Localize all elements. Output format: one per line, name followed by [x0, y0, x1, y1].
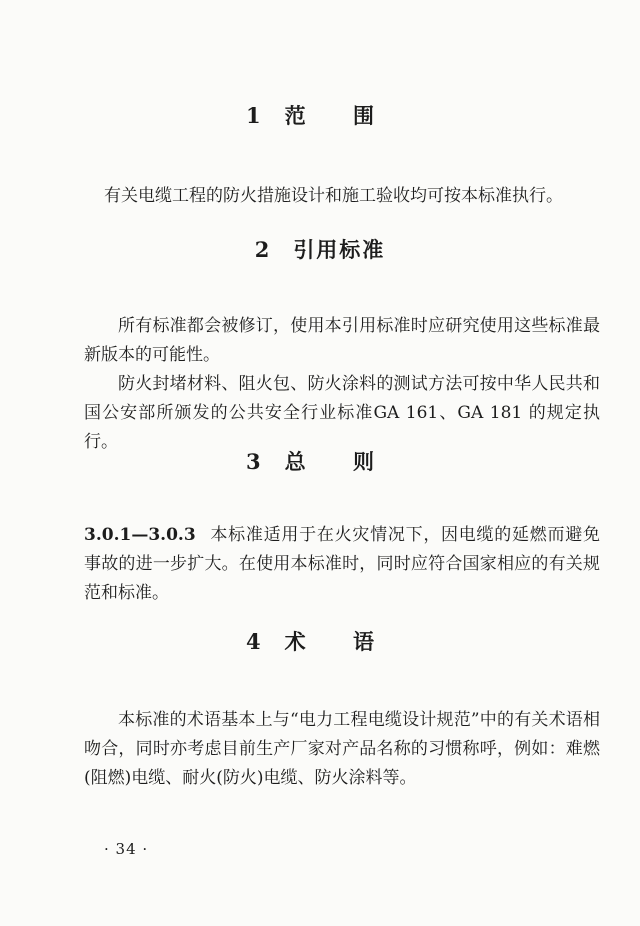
section-number: 4 — [246, 629, 263, 654]
section-2-paragraph-1: 所有标准都会被修订，使用本引用标准时应研究使用这些标准最新版本的可能性。 — [84, 316, 600, 365]
section-title: 范 围 — [284, 103, 394, 128]
clause-text: 本标准适用于在火灾情况下，因电缆的延燃而避免事故的进一步扩大。在使用本标准时，同时应符合国家相应的有关规范和标准。 — [84, 525, 600, 603]
section-1-heading — [0, 102, 640, 130]
clause-number: 3.0.1—3.0.3 — [84, 525, 196, 545]
section-2-paragraph-2: 防火封堵材料、阻火包、防火涂料的测试方法可按中华人民共和国公安部所颁发的公共安全行业标准GA 161、GA 181 的规定执行。 — [84, 374, 600, 452]
section-4-heading — [0, 628, 640, 656]
section-number: 1 — [246, 103, 263, 128]
section-2-heading — [0, 236, 640, 264]
section-title: 总 则 — [284, 449, 394, 474]
section-title: 术 语 — [284, 629, 394, 654]
section-3-heading — [0, 448, 640, 476]
section-4-paragraph: 本标准的术语基本上与“电力工程电缆设计规范”中的有关术语相吻合，同时亦考虑目前生产厂家对产品名称的习惯称呼，例如：难燃(阻燃)电缆、耐火(防火)电缆、防火涂料等。 — [84, 710, 600, 788]
page-number: · 34 · — [104, 840, 149, 858]
section-1-paragraph: 有关电缆工程的防火措施设计和施工验收均可按本标准执行。 — [104, 186, 563, 206]
section-number: 3 — [246, 449, 263, 474]
section-title: 引用标准 — [293, 237, 386, 262]
section-number: 2 — [254, 237, 272, 262]
section-3-paragraph — [84, 521, 600, 608]
